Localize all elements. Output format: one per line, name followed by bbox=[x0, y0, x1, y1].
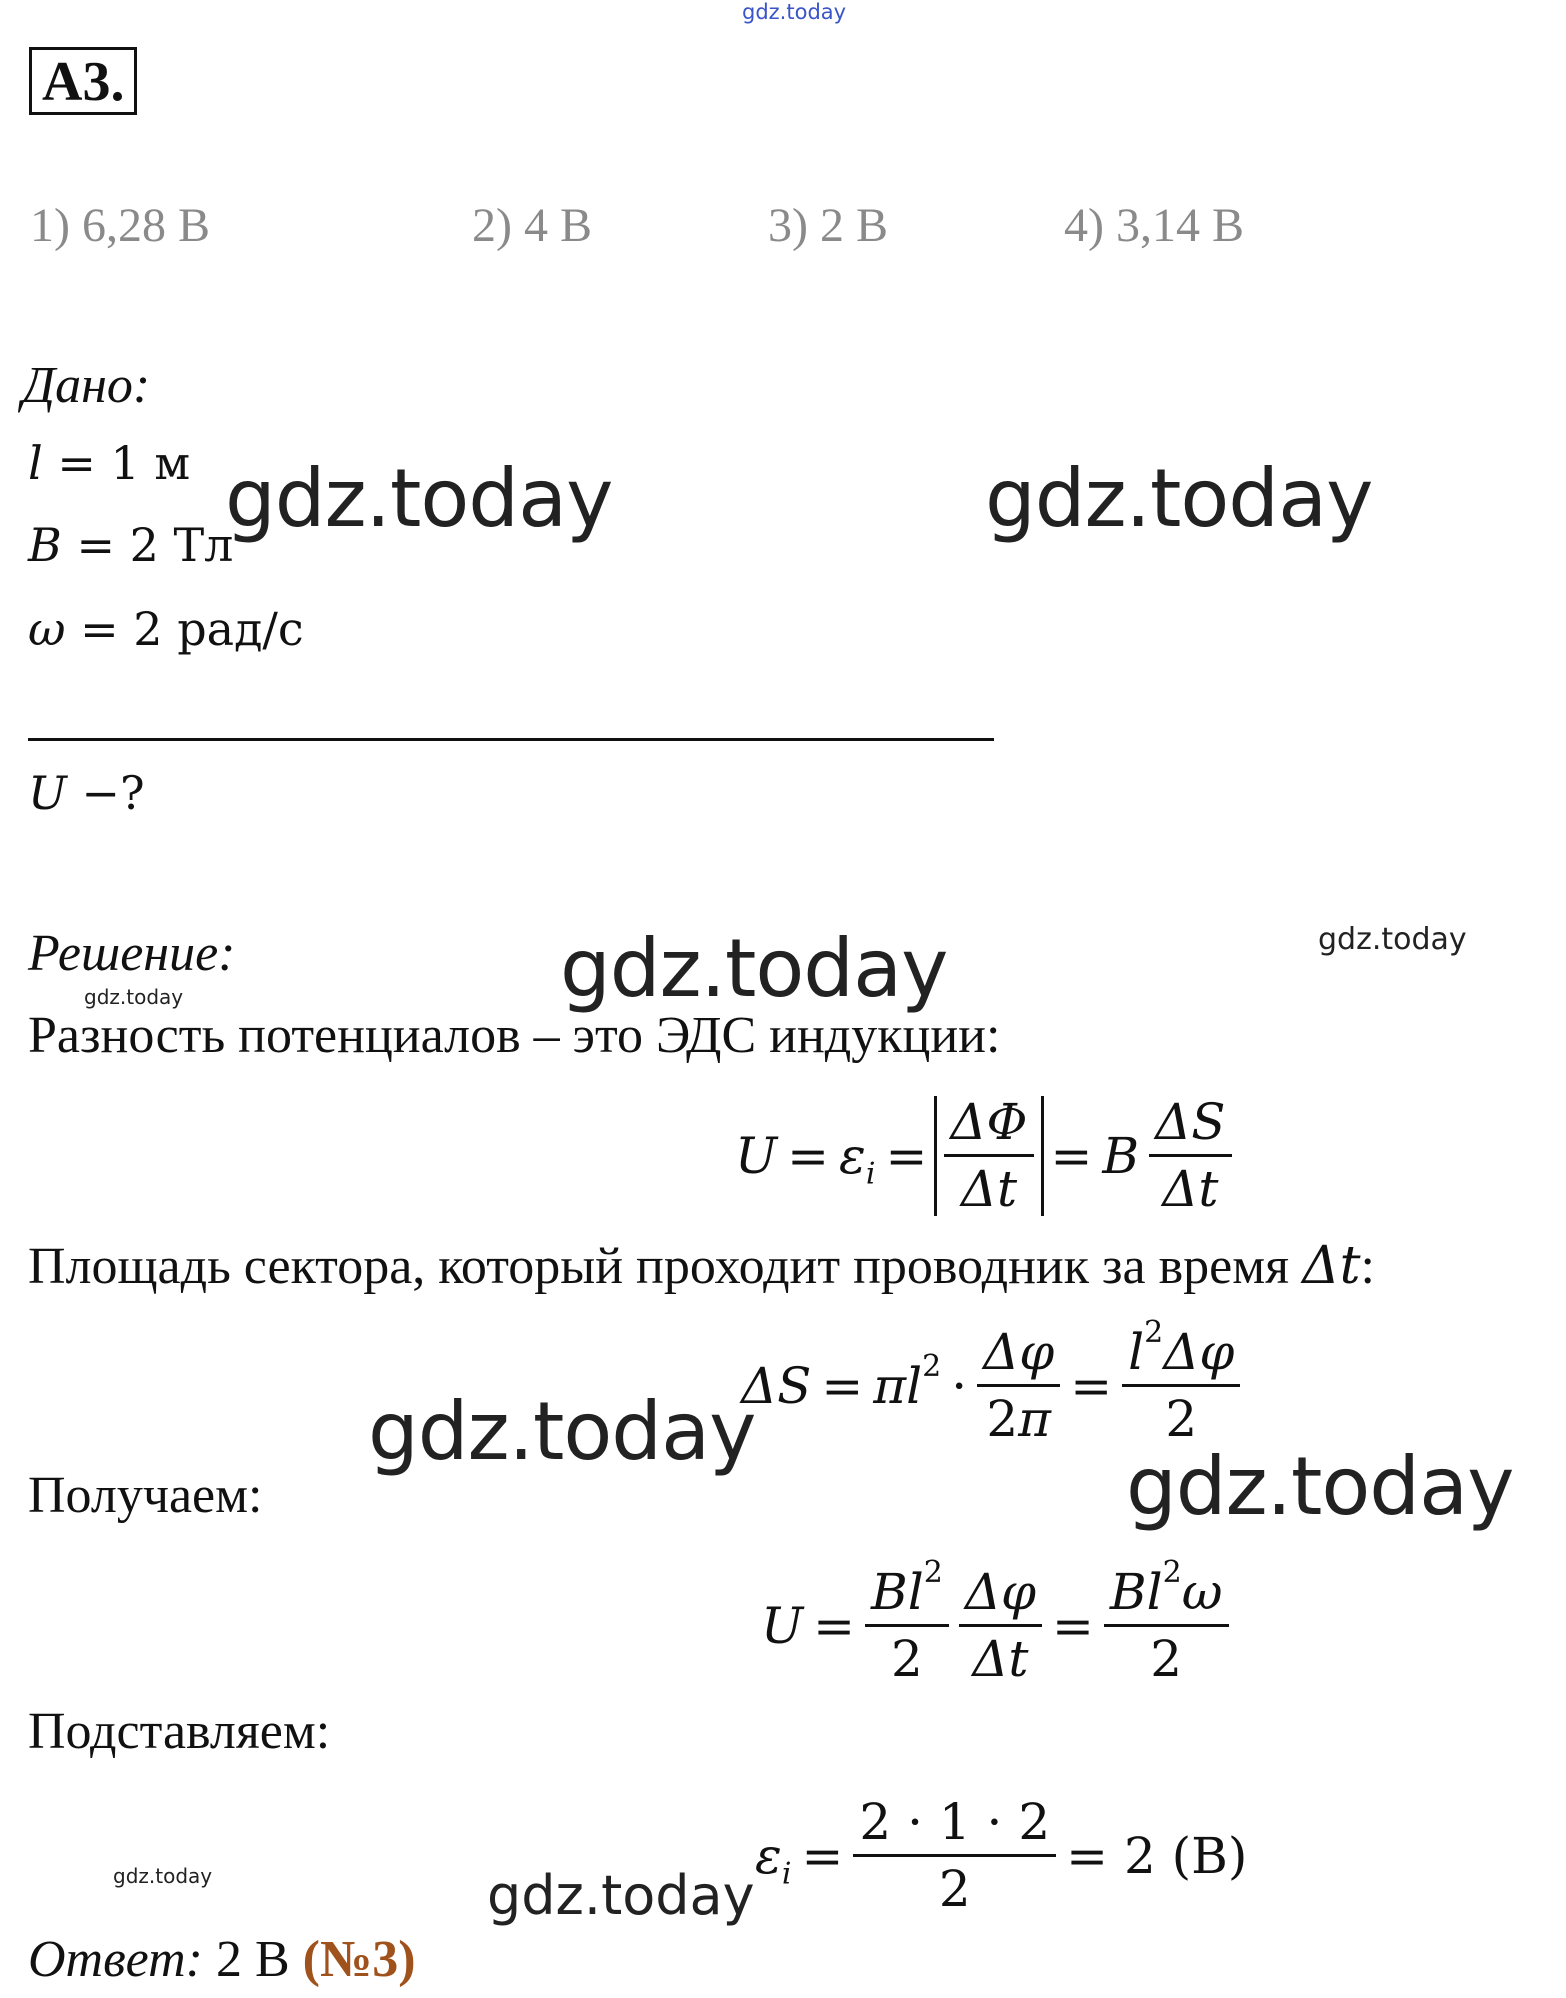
watermark: gdz.today bbox=[84, 985, 184, 1009]
option-2: 2) 4 В bbox=[472, 199, 592, 252]
answer-value: 2 В bbox=[215, 1931, 290, 1988]
watermark: gdz.today bbox=[225, 452, 613, 545]
watermark-top: gdz.today bbox=[742, 0, 847, 24]
task-number: А3. bbox=[29, 47, 137, 115]
formula-area: ΔS = $\pi l^2$ · $\frac{\Delta\varphi}{2\pi}$ = $\frac{l^2\Delta\varphi}{2}$ bbox=[736, 1320, 1245, 1451]
formula-substitution: $\varepsilon_i$ = $\frac{2 \cdot 1 \cdot 2}{2}$ = 2 (В) bbox=[750, 1790, 1252, 1921]
given-divider bbox=[28, 738, 994, 741]
answer-label: Ответ: bbox=[28, 1931, 203, 1988]
option-1: 1) 6,28 В bbox=[30, 199, 210, 252]
solution-text-4: Подставляем: bbox=[28, 1703, 331, 1760]
given-omega: ω = 2 рад/с bbox=[28, 602, 304, 656]
given-label: Дано: bbox=[22, 357, 151, 414]
answer bbox=[28, 1930, 416, 1989]
solution-text-1: Разность потенциалов – это ЭДС индукции: bbox=[28, 1007, 1001, 1064]
watermark: gdz.today bbox=[113, 1864, 213, 1888]
solution-text-2: Площадь сектора, который проходит проводник за время Δt: bbox=[28, 1236, 1375, 1296]
result-value: = 2 (В) bbox=[1066, 1826, 1248, 1885]
formula-emf: U = $\varepsilon_i$ = $\frac{\Delta\Phi}{\Delta t}$ = B $\frac{\Delta S}{\Delta t}$ bbox=[730, 1090, 1237, 1221]
given-l: l = 1 м bbox=[28, 436, 191, 490]
formula-voltage: U = $\frac{Bl^2}{2}$ $\frac{\Delta\varphi}{\Delta t}$ = $\frac{Bl^2\omega}{2}$ bbox=[756, 1560, 1234, 1691]
watermark: gdz.today bbox=[1126, 1440, 1514, 1533]
watermark: gdz.today bbox=[1318, 922, 1467, 957]
watermark: gdz.today bbox=[985, 452, 1373, 545]
solution-text-3: Получаем: bbox=[28, 1467, 263, 1524]
option-4: 4) 3,14 В bbox=[1064, 199, 1244, 252]
solution-label: Решение: bbox=[28, 925, 236, 982]
option-3: 3) 2 В bbox=[768, 199, 888, 252]
watermark: gdz.today bbox=[487, 1864, 755, 1927]
watermark: gdz.today bbox=[368, 1385, 756, 1478]
answer-choice: (№3) bbox=[302, 1931, 416, 1988]
given-b: B = 2 Тл bbox=[28, 518, 234, 572]
find-u: U −? bbox=[28, 766, 145, 820]
watermark: gdz.today bbox=[560, 922, 948, 1015]
